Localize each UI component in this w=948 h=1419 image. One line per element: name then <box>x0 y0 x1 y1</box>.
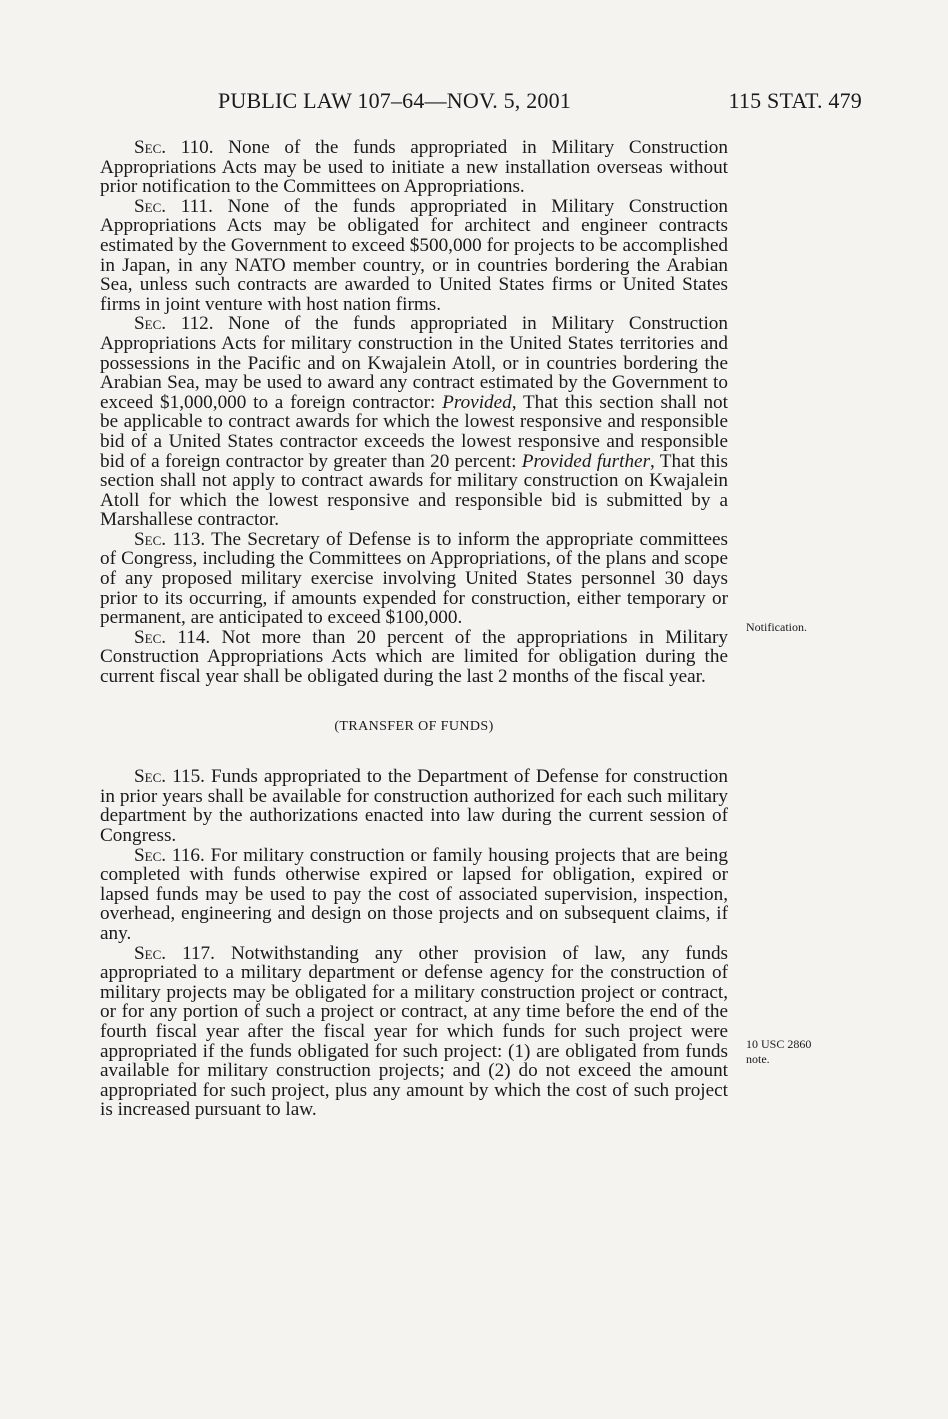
section-text: None of the funds appropriated in Military Construction Appropriations Acts may be obligated for architect and engineer contracts estimated by the Government to exceed $500,000 for projects to be accomplished in Japan, in any NATO member country, or in countries bordering the Arabian Sea, unless such contracts are awarded to United States firms or United States firms in joint venture with host nation firms. <box>100 195 729 315</box>
section-label: Sec. 111. <box>134 195 213 217</box>
section-115 <box>100 767 728 845</box>
section-116 <box>100 846 728 944</box>
usc-note-line: note. <box>746 1052 770 1066</box>
section-text: Funds appropriated to the Department of Defense for construction in prior years shall be available for construction authorized for each such military department by the authorizations enacted into law during the current session of Congress. <box>100 766 728 846</box>
section-text: , That this section shall not be applicable to contract awards for which the lowest responsive and responsible bid of a United States contractor exceeds the lowest responsive and responsible bid of a foreign contractor by greater than 20 percent: <box>100 391 728 472</box>
section-112 <box>100 314 728 530</box>
section-110 <box>100 138 728 197</box>
section-text: None of the funds appropriated in Military Construction Appropriations Acts may be used to initiate a new installation overseas without prior notification to the Committees on Appropriations. <box>100 137 728 198</box>
section-text: , That this section shall not apply to contract awards for military construction on Kwajalein Atoll for which the lowest responsive and responsible bid is submitted by a Marshallese contractor. <box>100 450 728 531</box>
section-label: Sec. 110. <box>134 137 214 158</box>
section-117 <box>100 944 728 1120</box>
transfer-of-funds-heading: (TRANSFER OF FUNDS) <box>334 718 494 734</box>
section-label: Sec. 113. <box>134 528 206 550</box>
section-text: For military construction or family housing projects that are being completed with funds otherwise expired or lapsed for obligation, expired or lapsed funds may be used to pay the cost of associated supervision, inspection, overhead, engineering and design on those projects and on subsequent claims, if any. <box>100 844 728 944</box>
margin-note-notification: Notification. <box>746 620 807 634</box>
section-label: Sec. 115. <box>134 766 205 788</box>
statute-page-number: 115 STAT. 479 <box>728 88 862 113</box>
section-text: Not more than 20 percent of the appropriations in Military Construction Appropriations Acts which are limited for obligation during the current fiscal year shall be obligated during the last 2 months of the fiscal year. <box>100 626 728 688</box>
section-label: Sec. 117. <box>134 942 215 964</box>
usc-citation-line: 10 USC 2860 <box>746 1037 812 1051</box>
section-label: Sec. 112. <box>134 313 214 335</box>
law-citation: PUBLIC LAW 107–64—NOV. 5, 2001 <box>218 88 571 113</box>
proviso-italic: Provided <box>442 391 512 413</box>
section-text: The Secretary of Defense is to inform the appropriate committees of Congress, including the Committees on Appropriations, of the plans and scope of any proposed military exercise involving United States personnel 30 days prior to its occurring, if amounts expended for construction, either temporary or permanent, are anticipated to exceed $100,000. <box>100 528 728 629</box>
proviso-italic: Provided further <box>521 450 651 472</box>
section-114 <box>100 628 728 687</box>
section-label: Sec. 116. <box>134 844 205 866</box>
section-label: Sec. 114. <box>134 626 211 648</box>
running-head <box>100 88 862 122</box>
section-text: None of the funds appropriated in Military Construction Appropriations Acts for military construction in the United States territories and possessions in the Pacific and on Kwajalein Atoll, or in countries bordering the Arabian Sea, may be used to award any contract estimated by the Government to exceed $1,000,000 to a foreign contractor: <box>100 313 728 413</box>
section-113 <box>100 530 728 628</box>
section-111 <box>100 197 728 315</box>
section-text: Notwithstanding any other provision of law, any funds appropriated to a military department or defense agency for the construction of military projects may be obligated for a military construction project or contract, or for any portion of such a project or contract, at any time before the end of the fourth fiscal year after the fiscal year for which funds for such project were appropriated if the funds obligated for such project: (1) are obligated from funds available for military construction projects; and (2) do not exceed the amount appropriated for such project, plus any amount by which the cost of such project is increased pursuant to law. <box>100 942 729 1121</box>
margin-note-usc-citation <box>746 1037 811 1067</box>
document-body <box>100 138 728 1120</box>
